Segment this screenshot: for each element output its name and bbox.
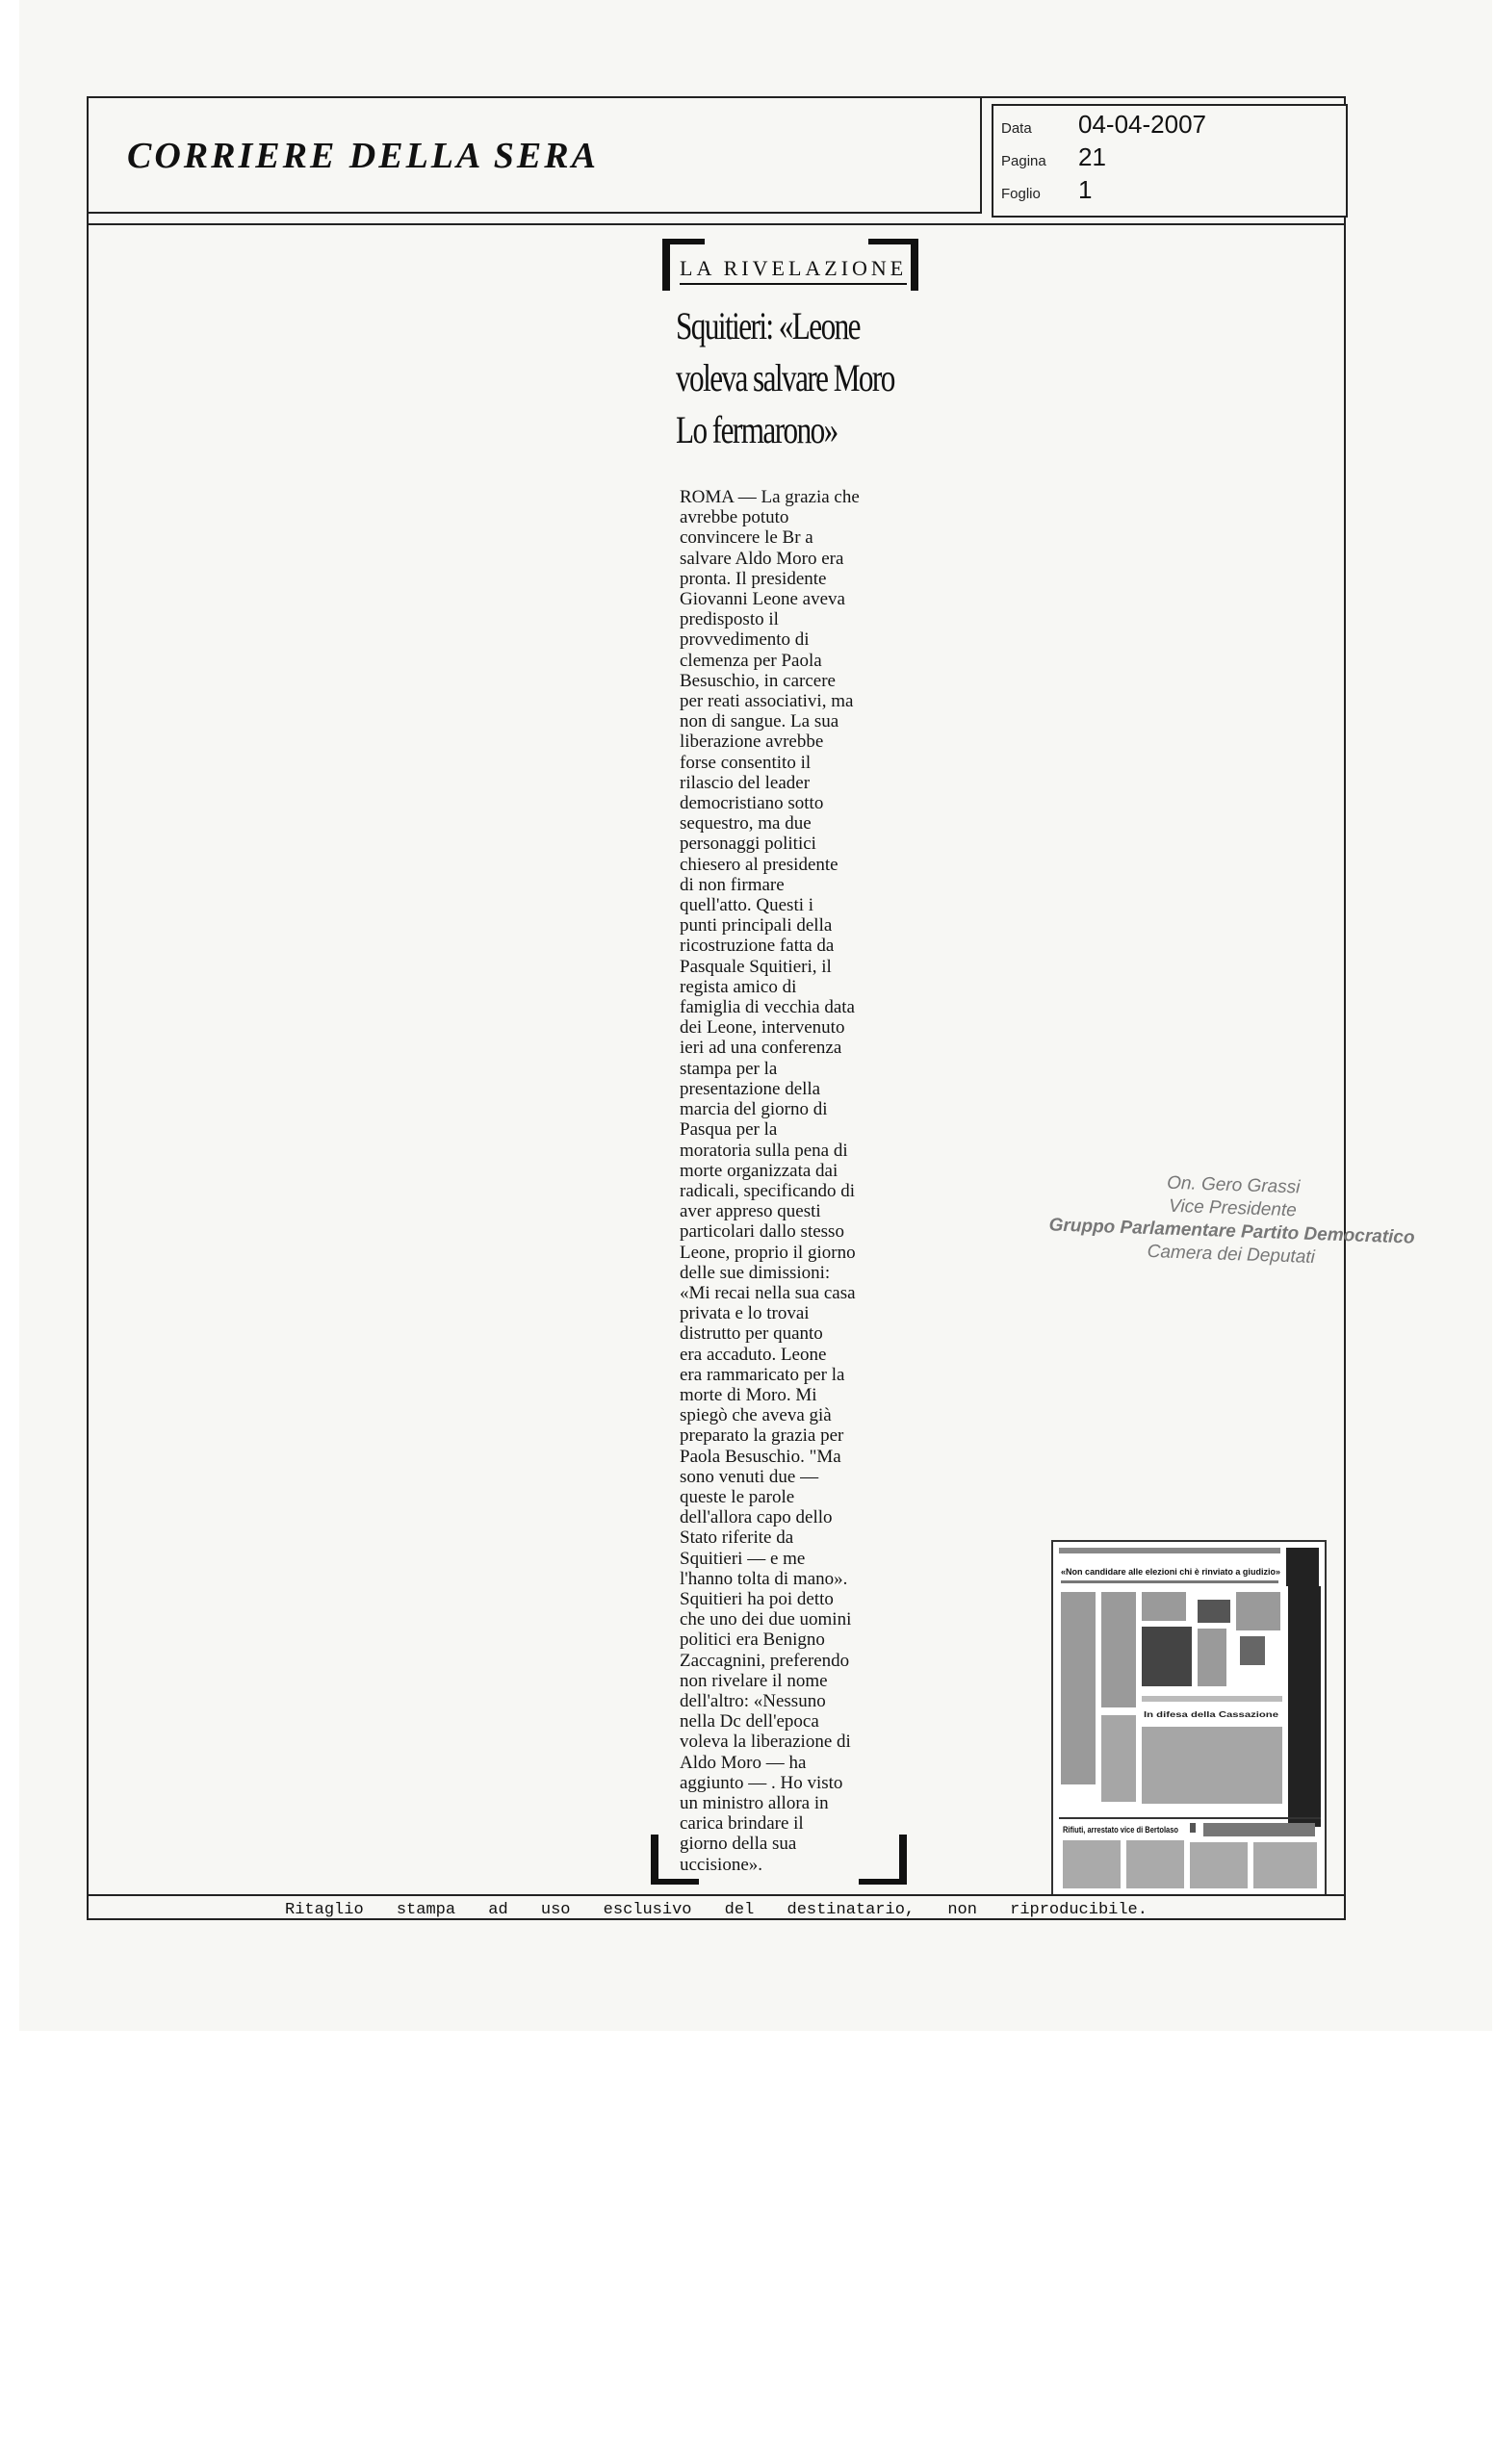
article-line: uccisione».: [680, 1854, 763, 1875]
meta-value-page: 21: [1078, 142, 1106, 171]
article-line: voleva la liberazione di: [680, 1732, 851, 1753]
metadata-box: [992, 104, 1348, 218]
article-line: salvare Aldo Moro era: [680, 548, 844, 569]
article-line: aver appreso questi: [680, 1201, 821, 1222]
stamp-group: Gruppo Parlamentare Partito Democratico: [1048, 1215, 1415, 1248]
article-line: radicali, specificando di: [680, 1180, 856, 1201]
article-line: provvedimento di: [680, 629, 810, 651]
meta-row-date: [1001, 110, 1206, 140]
bracket-top-right-vertical: [911, 239, 918, 291]
article-line: pronta. Il presidente: [680, 568, 827, 589]
article-line: carica brindare il: [680, 1813, 804, 1835]
article-line: spiegò che aveva già: [680, 1405, 832, 1426]
stamp-chamber: Camera dei Deputati: [1147, 1241, 1316, 1269]
article-body: [680, 487, 903, 1875]
article-line: regista amico di: [680, 976, 797, 997]
stamp-name: On. Gero Grassi: [1166, 1172, 1301, 1198]
bracket-top-left-vertical: [662, 239, 670, 291]
article-line: ieri ad una conferenza: [680, 1038, 842, 1059]
article-line: Besuschio, in carcere: [680, 670, 836, 691]
article-line: particolari dallo stesso: [680, 1221, 844, 1243]
article-line: l'hanno tolta di mano».: [680, 1568, 848, 1589]
article-line: Aldo Moro — ha: [680, 1752, 807, 1773]
article-line: ricostruzione fatta da: [680, 936, 835, 957]
headline-line: Lo fermarono»: [676, 408, 838, 451]
stamp-role: Vice Presidente: [1168, 1195, 1298, 1221]
article-line: morte organizzata dai: [680, 1160, 838, 1181]
article-line: nella Dc dell'epoca: [680, 1711, 819, 1732]
article-line: era rammaricato per la: [680, 1364, 845, 1385]
masthead-title: CORRIERE DELLA SERA: [127, 136, 599, 176]
article-line: avrebbe potuto: [680, 507, 789, 528]
article-line: punti principali della: [680, 915, 833, 937]
article-line: sono venuti due —: [680, 1466, 819, 1487]
article-line: non di sangue. La sua: [680, 711, 839, 732]
deputy-stamp: [1028, 1168, 1435, 1274]
article-line: marcia del giorno di: [680, 1099, 828, 1120]
article-line: che uno dei due uomini: [680, 1609, 852, 1630]
meta-value-date: 04-04-2007: [1078, 110, 1206, 139]
header-rule: [87, 223, 1346, 225]
thumbnail-headline: «Non candidare alle elezioni chi è rinviato a giudizio»: [1061, 1567, 1280, 1578]
article-line: presentazione della: [680, 1078, 821, 1099]
meta-row-sheet: [1001, 175, 1092, 205]
meta-label-sheet: Foglio: [1001, 186, 1041, 202]
article-line: era accaduto. Leone: [680, 1344, 827, 1365]
article-line: queste le parole: [680, 1486, 795, 1507]
article-line: Pasqua per la: [680, 1119, 778, 1141]
article-line: politici era Benigno: [680, 1630, 825, 1651]
article-line: Paola Besuschio. "Ma: [680, 1446, 841, 1467]
article-line: Giovanni Leone aveva: [680, 589, 845, 610]
article-line: liberazione avrebbe: [680, 732, 824, 753]
meta-label-date: Data: [1001, 120, 1032, 137]
article-line: forse consentito il: [680, 752, 812, 773]
article-line: clemenza per Paola: [680, 650, 822, 671]
front-page-thumbnail: [1051, 1540, 1327, 1896]
article-headline: [676, 300, 894, 456]
footer-rule: [87, 1894, 1346, 1896]
masthead-box: [87, 96, 982, 214]
headline-line: Squitieri: «Leone: [676, 304, 860, 347]
article-line: dell'allora capo dello: [680, 1507, 833, 1528]
meta-row-page: [1001, 142, 1106, 172]
article-line: Pasquale Squitieri, il: [680, 956, 832, 977]
thumbnail-graphic: [1053, 1542, 1325, 1894]
article-line: ROMA — La grazia che: [680, 487, 860, 507]
meta-value-sheet: 1: [1078, 175, 1093, 204]
article-line: dell'altro: «Nessuno: [680, 1690, 826, 1711]
article-line: chiesero al presidente: [680, 854, 838, 875]
article-line: sequestro, ma due: [680, 813, 812, 834]
article-line: giorno della sua: [680, 1834, 797, 1855]
article-line: privata e lo trovai: [680, 1303, 810, 1324]
article-line: Leone, proprio il giorno: [680, 1242, 856, 1263]
article-line: «Mi recai nella sua casa: [680, 1282, 856, 1303]
article-line: per reati associativi, ma: [680, 691, 854, 712]
article-line: personaggi politici: [680, 834, 816, 855]
article-line: Squitieri — e me: [680, 1548, 806, 1569]
article-line: convincere le Br a: [680, 527, 813, 549]
thumbnail-subhead: Rifiuti, arrestato vice di Bertolaso: [1063, 1825, 1179, 1835]
article-line: un ministro allora in: [680, 1793, 829, 1813]
article-line: moratoria sulla pena di: [680, 1140, 848, 1161]
article-line: dei Leone, intervenuto: [680, 1017, 845, 1039]
article-line: Stato riferite da: [680, 1527, 794, 1549]
article-line: morte di Moro. Mi: [680, 1384, 817, 1405]
headline-line: voleva salvare Moro: [676, 356, 894, 399]
article-line: Zaccagnini, preferendo: [680, 1650, 850, 1671]
bracket-bottom-right-horizontal: [859, 1879, 907, 1885]
article-line: quell'atto. Questi i: [680, 895, 814, 916]
thumbnail-subhead-secondary: In difesa della Cassazione: [1144, 1710, 1279, 1719]
article-kicker: LA RIVELAZIONE: [680, 256, 907, 285]
article-line: democristiano sotto: [680, 793, 824, 814]
article-line: predisposto il: [680, 609, 779, 630]
article-line: stampa per la: [680, 1058, 778, 1079]
meta-label-page: Pagina: [1001, 153, 1046, 169]
article-line: aggiunto — . Ho visto: [680, 1772, 843, 1793]
article-line: rilascio del leader: [680, 772, 811, 793]
article-line: famiglia di vecchia data: [680, 997, 855, 1018]
article-line: preparato la grazia per: [680, 1425, 844, 1447]
article-line: di non firmare: [680, 874, 785, 895]
footer-disclaimer: Ritaglio stampa ad uso esclusivo del destinatario, non riproducibile.: [285, 1901, 1148, 1919]
article-line: distrutto per quanto: [680, 1323, 823, 1345]
bracket-bottom-left-horizontal: [651, 1879, 699, 1885]
article-line: delle sue dimissioni:: [680, 1262, 831, 1283]
article-line: non rivelare il nome: [680, 1670, 828, 1691]
bracket-bottom-left-vertical: [651, 1835, 658, 1885]
article-line: Squitieri ha poi detto: [680, 1588, 834, 1609]
